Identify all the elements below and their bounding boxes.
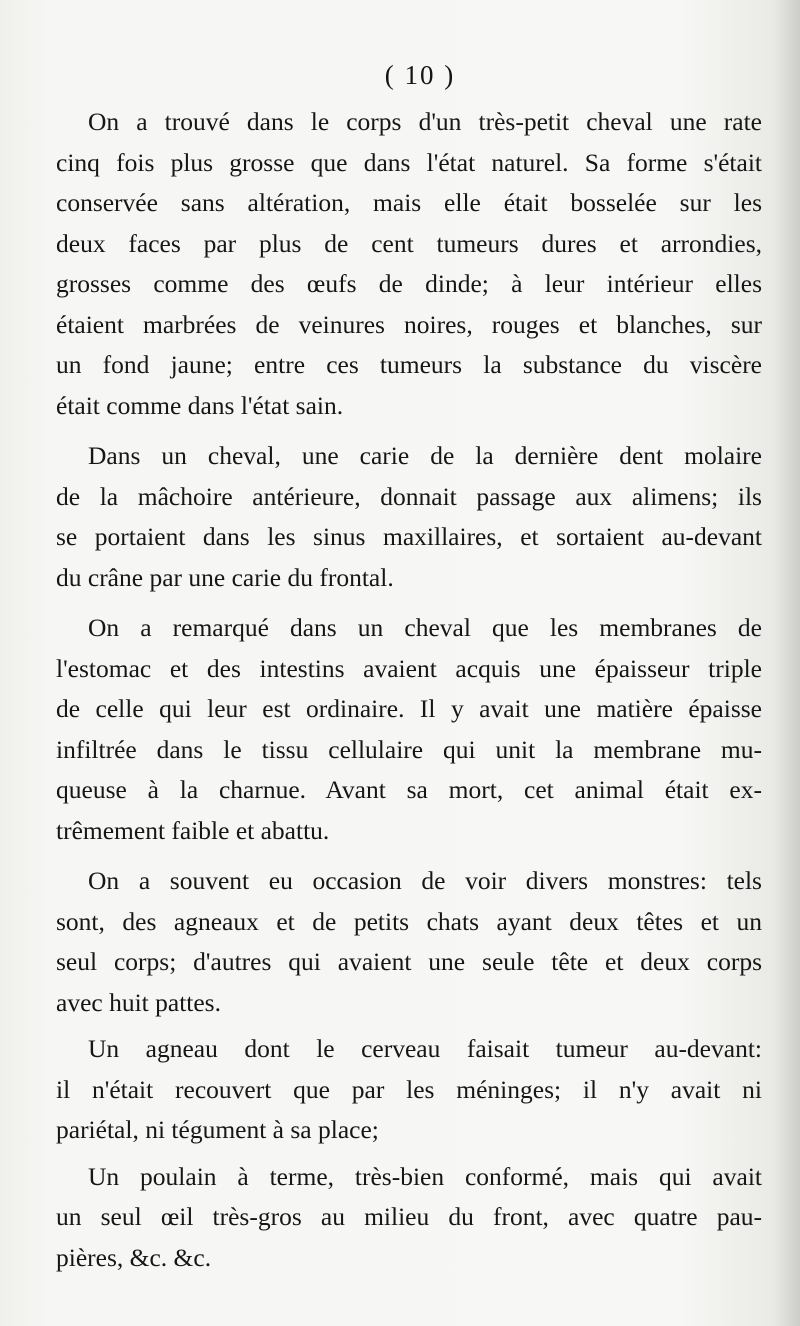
text-line: Un agneau dont le cerveau faisait tumeur au-devant: — [88, 1034, 762, 1063]
page-edge-shadow — [770, 0, 800, 1326]
text-line: deux faces par plus de cent tumeurs dures et arrondies, — [56, 228, 762, 258]
paragraph-poulain — [56, 1157, 762, 1279]
text-line: de la mâchoire antérieure, donnait passage aux alimens; ils — [56, 481, 762, 511]
text-line: Un poulain à terme, très-bien conformé, mais qui avait — [88, 1161, 762, 1191]
text-line: queuse à la charnue. Avant sa mort, cet animal était ex- — [56, 775, 762, 804]
text-line: pières, &c. &c. — [56, 1242, 212, 1272]
text-line: trêmement faible et abattu. — [56, 815, 330, 845]
text-line: On a souvent eu occasion de voir divers monstres: tels — [88, 866, 762, 895]
text-line: pariétal, ni tégument à sa place; — [56, 1115, 379, 1144]
text-line: du crâne par une carie du frontal. — [56, 562, 394, 592]
text-line: étaient marbrées de veinures noires, rouges et blanches, sur — [56, 309, 762, 339]
text-line: infiltrée dans le tissu cellulaire qui unit la membrane mu- — [56, 734, 762, 764]
text-line: On a remarqué dans un cheval que les membranes de — [88, 613, 762, 642]
page-body — [56, 102, 762, 1278]
text-line: seul corps; d'autres qui avaient une seule tête et deux corps — [56, 947, 762, 976]
text-line: un seul œil très-gros au milieu du front, avec quatre pau- — [56, 1202, 762, 1231]
text-line: se portaient dans les sinus maxillaires, et sortaient au-devant — [56, 522, 762, 551]
text-line: grosses comme des œufs de dinde; à leur intérieur elles — [56, 269, 762, 298]
text-line: On a trouvé dans le corps d'un très-petit cheval une rate — [88, 107, 762, 136]
text-line: un fond jaune; entre ces tumeurs la substance du viscère — [56, 350, 762, 379]
paragraph-carie-molaire — [56, 436, 762, 598]
paragraph-agneau — [56, 1029, 762, 1151]
text-line: l'estomac et des intestins avaient acquis une épaisseur triple — [56, 653, 762, 683]
text-line: conservée sans altération, mais elle était bosselée sur les — [56, 188, 762, 217]
text-line: il n'était recouvert que par les méninges; il n'y avait ni — [56, 1074, 762, 1104]
paragraph-membranes-estomac — [56, 608, 762, 851]
page-number: ( 10 ) — [384, 60, 456, 90]
text-line: cinq fois plus grosse que dans l'état naturel. Sa forme s'était — [56, 147, 762, 177]
paragraph-monstres — [56, 861, 762, 1023]
text-line: de celle qui leur est ordinaire. Il y avait une matière épaisse — [56, 694, 762, 723]
text-line: sont, des agneaux et de petits chats ayant deux têtes et un — [56, 906, 762, 936]
paragraph-rate-tumeurs — [56, 102, 762, 426]
text-line: avec huit pattes. — [56, 987, 221, 1017]
text-line: Dans un cheval, une carie de la dernière dent molaire — [88, 441, 762, 470]
text-line: était comme dans l'état sain. — [56, 390, 344, 420]
